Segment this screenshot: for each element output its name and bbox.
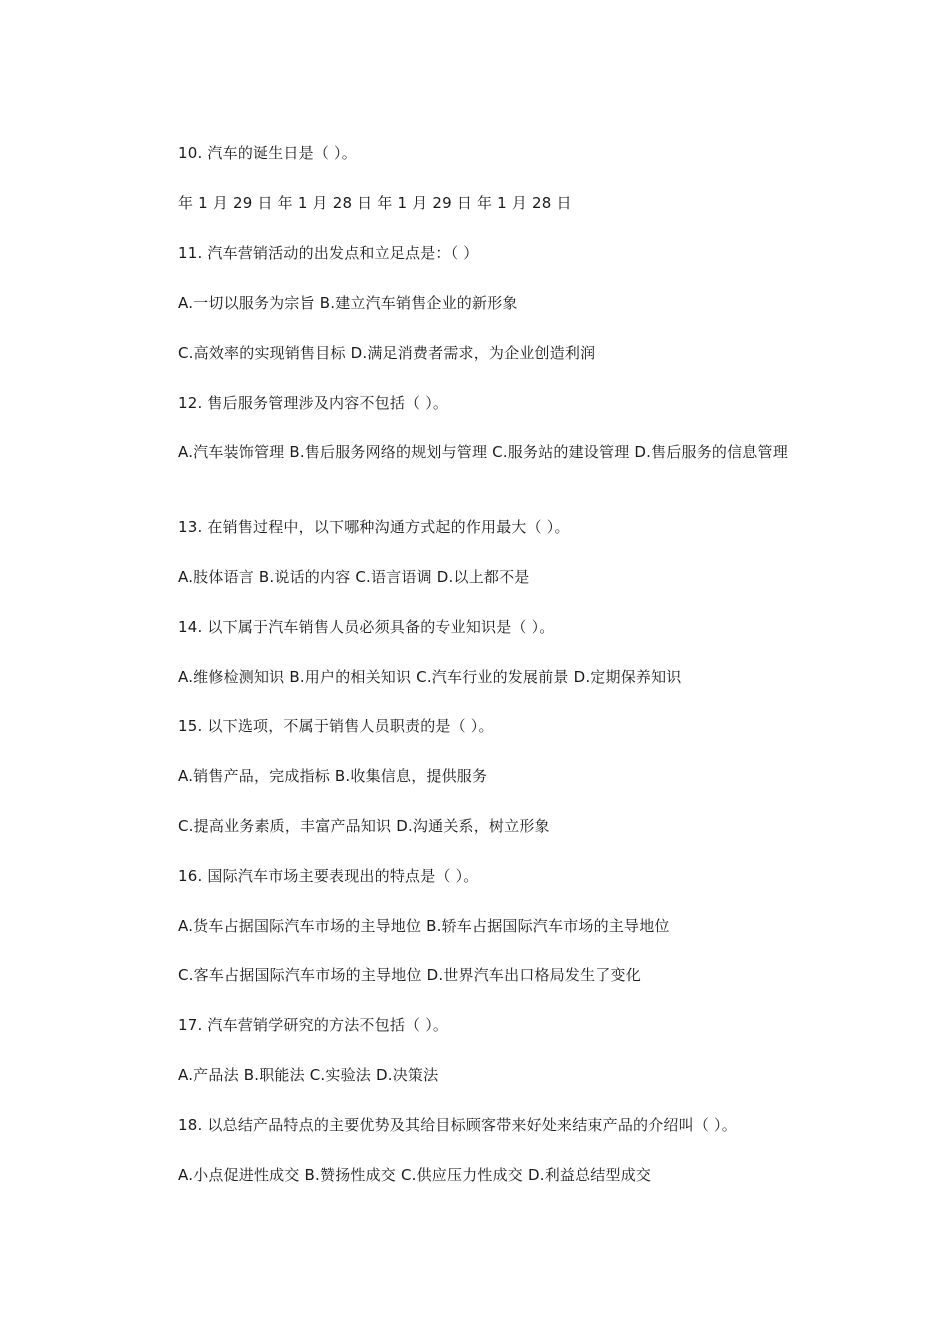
question-12-options: A.汽车装饰管理 B.售后服务网络的规划与管理 C.服务站的建设管理 D.售后服务的信息管理 — [178, 443, 788, 461]
question-11-options-cd: C.高效率的实现销售目标 D.满足消费者需求，为企业创造利润 — [178, 344, 596, 362]
question-17: 17. 汽车营销学研究的方法不包括（ ）。 — [178, 1016, 449, 1034]
question-14: 14. 以下属于汽车销售人员必须具备的专业知识是（ ）。 — [178, 618, 555, 636]
question-13-options: A.肢体语言 B.说话的内容 C.语言语调 D.以上都不是 — [178, 568, 530, 586]
question-10-options: 年 1 月 29 日 年 1 月 28 日 年 1 月 29 日 年 1 月 28 日 — [178, 194, 572, 212]
question-12: 12. 售后服务管理涉及内容不包括（ ）。 — [178, 394, 449, 412]
question-15-options-ab: A.销售产品，完成指标 B.收集信息，提供服务 — [178, 767, 488, 785]
question-13: 13. 在销售过程中，以下哪种沟通方式起的作用最大（ ）。 — [178, 518, 570, 536]
question-15: 15. 以下选项，不属于销售人员职责的是（ ）。 — [178, 717, 494, 735]
question-18-options: A.小点促进性成交 B.赞扬性成交 C.供应压力性成交 D.利益总结型成交 — [178, 1166, 652, 1184]
question-11: 11. 汽车营销活动的出发点和立足点是：（ ） — [178, 244, 479, 262]
question-16-options-ab: A.货车占据国际汽车市场的主导地位 B.轿车占据国际汽车市场的主导地位 — [178, 917, 670, 935]
question-16-options-cd: C.客车占据国际汽车市场的主导地位 D.世界汽车出口格局发生了变化 — [178, 966, 641, 984]
question-17-options: A.产品法 B.职能法 C.实验法 D.决策法 — [178, 1066, 439, 1084]
question-14-options: A.维修检测知识 B.用户的相关知识 C.汽车行业的发展前景 D.定期保养知识 — [178, 668, 682, 686]
question-15-options-cd: C.提高业务素质，丰富产品知识 D.沟通关系，树立形象 — [178, 817, 550, 835]
question-18: 18. 以总结产品特点的主要优势及其给目标顾客带来好处来结束产品的介绍叫（ ）。 — [178, 1116, 737, 1134]
question-10: 10. 汽车的诞生日是（ ）。 — [178, 144, 357, 162]
question-16: 16. 国际汽车市场主要表现出的特点是（ ）。 — [178, 867, 479, 885]
question-11-options-ab: A.一切以服务为宗旨 B.建立汽车销售企业的新形象 — [178, 294, 518, 312]
